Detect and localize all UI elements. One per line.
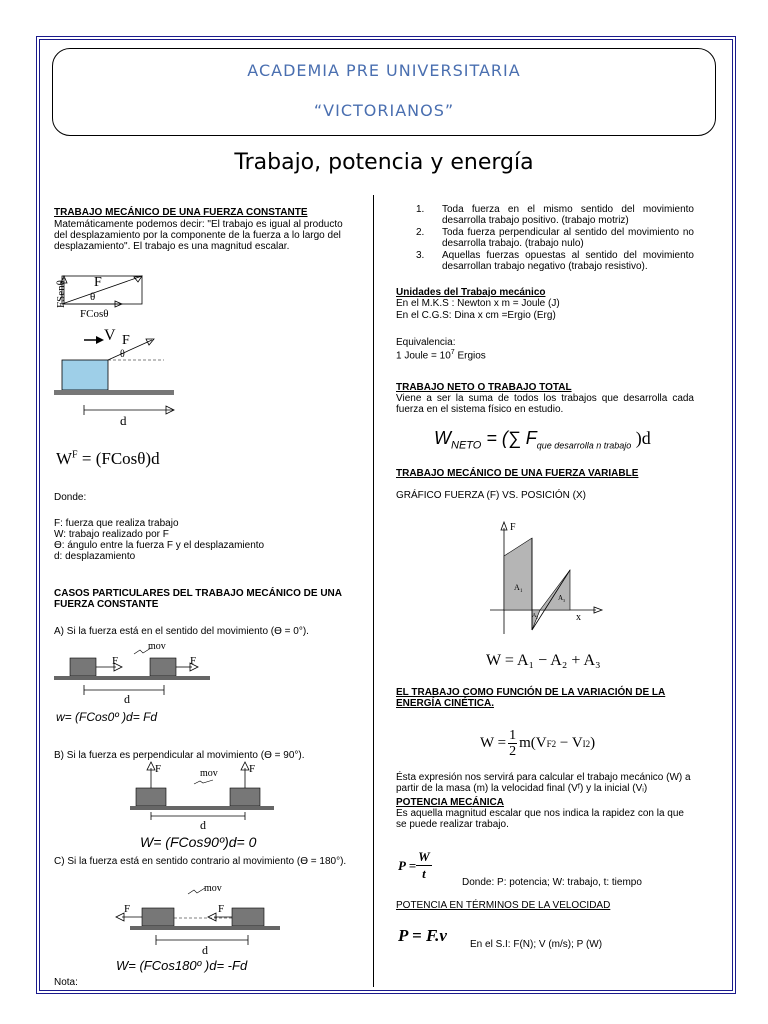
page-title: Trabajo, potencia y energía (234, 150, 534, 175)
force-components-diagram (54, 262, 154, 324)
svg-text:F: F (112, 655, 119, 667)
force-position-graph (486, 518, 606, 636)
angle-label: θ (120, 349, 125, 360)
academy-name: ACADEMIA PRE UNIVERSITARIA (247, 61, 521, 80)
svg-text:mov: mov (148, 641, 166, 652)
block-force-diagram (54, 322, 184, 427)
displacement-label: d (120, 413, 127, 427)
equivalence-label: Equivalencia: (396, 337, 456, 348)
list-item: 2. Toda fuerza perpendicular al sentido del movimiento no desarrolla trabajo. (trabajo nulo) (416, 227, 694, 249)
case-a-text: A) Si la fuerza está en el sentido del movimiento (ϴ = 0°). (54, 626, 309, 637)
fsen-label: FSenθ (55, 280, 67, 308)
kinetic-energy-text: Ésta expresión nos servirá para calcular el trabajo mecánico (W) a partir de la masa (m) la velocidad final (Vᶠ) y la inicial (Vᵢ) (396, 772, 691, 794)
variable-force-title: TRABAJO MECÁNICO DE UNA FUERZA VARIABLE (396, 468, 639, 479)
academy-subtitle: “VICTORIANOS” (313, 101, 455, 120)
work-sign-list (416, 204, 694, 273)
case-b-diagram (130, 760, 280, 820)
power-where: Donde: P: potencia; W: trabajo, t: tiempo (462, 877, 642, 888)
svg-text:F: F (218, 903, 225, 915)
units-mks: En el M.K.S : Newton x m = Joule (J) (396, 298, 560, 309)
work-formula: $W^F$ = (FCosθ)d (56, 449, 160, 468)
list-item: 1. Toda fuerza en el mismo sentido del movimiento desarrolla trabajo positivo. (trabajo motriz) (416, 204, 694, 226)
definition-item: ϴ: ángulo entre la fuerza F y el desplazamiento (54, 540, 265, 551)
svg-text:F: F (124, 903, 131, 915)
kinetic-energy-title: EL TRABAJO COMO FUNCIÓN DE LA VARIACIÓN DE LA ENERGÍA CINÉTICA. (396, 687, 666, 709)
case-b-text: B) Si la fuerza es perpendicular al movimiento (ϴ = 90°). (54, 750, 305, 761)
note-label: Nota: (54, 977, 78, 986)
svg-text:F: F (249, 763, 256, 775)
net-work-equation: $W_{NETO}$ = (∑ $F_{que desarrolla n trabajo}$ )d (434, 428, 651, 452)
power-title: POTENCIA MECÁNICA (396, 797, 504, 808)
case-c-text: C) Si la fuerza está en sentido contrario al movimiento (ϴ = 180°). (54, 856, 347, 867)
section-body-constant-force: Matemáticamente podemos decir: "El trabajo es igual al producto del desplazamiento por la componente de la fuerza a lo largo del desplazamiento". El trabajo es una magnitud escalar. (54, 219, 343, 252)
svg-text:d: d (202, 943, 208, 957)
svg-text:x: x (576, 612, 581, 623)
case-c-equation: W= (FCos180º )d= -Fd (116, 958, 248, 973)
page-border (36, 36, 736, 994)
graph-title: GRÁFICO FUERZA (F) VS. POSICIÓN (X) (396, 490, 587, 501)
power-equation: P = $\frac{W}{t}$ (398, 849, 430, 881)
case-c-diagram (110, 878, 290, 958)
power-velocity-equation: P = F.v (398, 926, 447, 945)
svg-text:mov: mov (204, 883, 222, 894)
area-sum-equation: W = A₁ − A₂ + A₃ (486, 652, 601, 669)
case-b-d-label: d (200, 818, 206, 832)
svg-text:2: 2 (536, 615, 538, 620)
svg-text:3: 3 (563, 598, 565, 603)
svg-text:F: F (510, 522, 516, 533)
svg-text:A: A (514, 583, 520, 592)
net-work-body: Viene a ser la suma de todos los trabajos que desarrolla cada fuerza en el sistema físico en estudio. (396, 393, 694, 415)
svg-text:F: F (155, 763, 162, 775)
case-a-diagram (54, 638, 214, 706)
list-item: 3. Aquellas fuerzas opuestas al sentido del movimiento desarrollan trabajo negativo (trabajo resistivo). (416, 250, 694, 272)
power-velocity-title: POTENCIA EN TÉRMINOS DE LA VELOCIDAD (396, 900, 611, 911)
section-title-special-cases: CASOS PARTICULARES DEL TRABAJO MECÁNICO DE UNA FUERZA CONSTANTE (54, 588, 342, 610)
section-title-constant-force: TRABAJO MECÁNICO DE UNA FUERZA CONSTANTE (54, 207, 308, 218)
f-label: F (94, 275, 102, 290)
header-banner (52, 48, 716, 136)
definition-item: F: fuerza que realiza trabajo (54, 518, 179, 529)
definition-item: W: trabajo realizado por F (54, 529, 169, 540)
svg-text:F: F (190, 655, 197, 667)
svg-text:A: A (558, 594, 564, 602)
definition-item: d: desplazamiento (54, 551, 136, 562)
case-b-equation: W= (FCos90º)d= 0 (140, 834, 257, 850)
net-work-title: TRABAJO NETO O TRABAJO TOTAL (396, 382, 572, 393)
power-body: Es aquella magnitud escalar que nos indica la rapidez con la que se puede realizar trabajo. (396, 808, 684, 830)
svg-text:mov: mov (200, 768, 218, 779)
units-cgs: En el C.G.S: Dina x cm =Ergio (Erg) (396, 310, 556, 321)
kinetic-energy-equation: W = $\frac{1}{2}$ m(V F 2 − V I 2 ) (480, 728, 596, 759)
fcos-label: FCosθ (80, 308, 109, 320)
definitions-list (54, 518, 264, 562)
svg-text:d: d (124, 692, 130, 706)
donde-label: Donde: (54, 492, 87, 503)
units-title: Unidades del Trabajo mecánico (396, 287, 546, 298)
velocity-label: V (104, 327, 116, 344)
theta-label: θ (90, 291, 96, 303)
force-label: F (122, 333, 130, 348)
svg-text:1: 1 (520, 589, 523, 594)
column-divider (373, 195, 374, 987)
case-a-equation: w= (FCos0º )d= Fd (56, 710, 158, 724)
svg-text:A: A (532, 613, 537, 619)
power-velocity-units: En el S.I: F(N); V (m/s); P (W) (470, 939, 603, 950)
equivalence-value: 1 Joule = $10^7$ Ergios (396, 349, 486, 362)
